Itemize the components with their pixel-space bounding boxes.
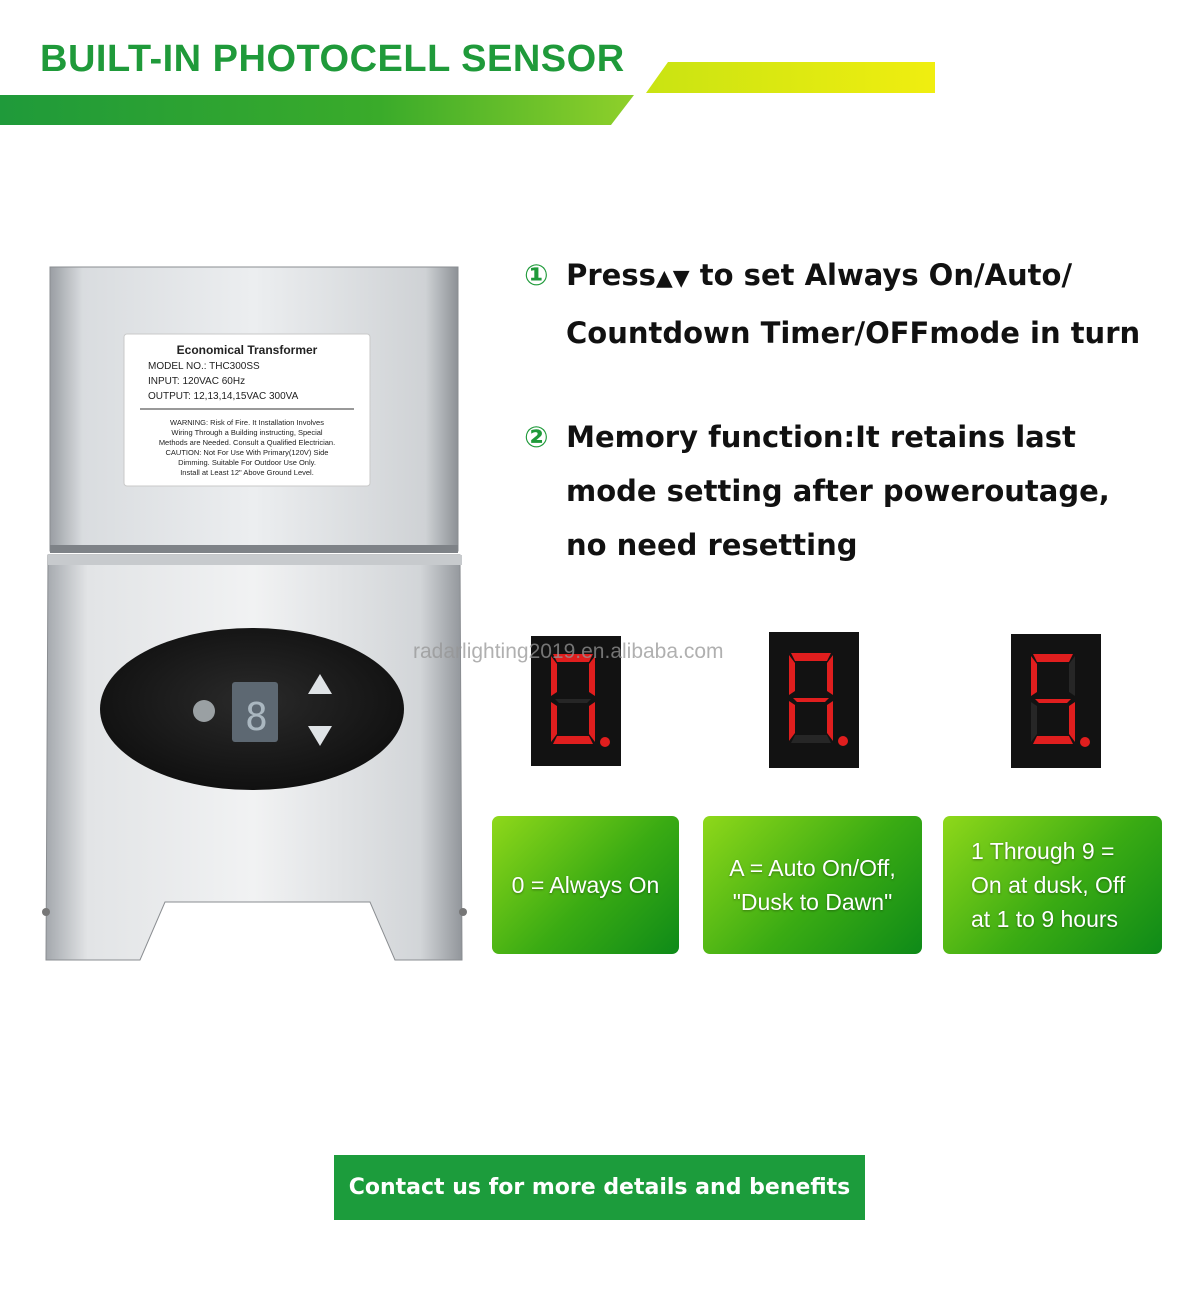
label-model: MODEL NO.: THC300SS — [148, 361, 260, 372]
segment-d — [553, 736, 593, 744]
mode-timer: 1 Through 9 = On at dusk, Off at 1 to 9 hours — [943, 816, 1162, 954]
decimal-point — [600, 737, 610, 747]
mode-auto: A = Auto On/Off, "Dusk to Dawn" — [703, 816, 922, 954]
label-title: Economical Transformer — [176, 343, 318, 357]
page-title: BUILT-IN PHOTOCELL SENSOR — [40, 38, 625, 80]
mode-always-on: 0 = Always On — [492, 816, 679, 954]
segment-e — [551, 702, 557, 742]
step-1: ① Press▲▼ to set Always On/Auto/ Countdown Timer/OFFmode in turn — [524, 248, 1140, 360]
segment-c — [1069, 702, 1075, 742]
contact-us-button[interactable]: Contact us for more details and benefits — [334, 1155, 865, 1220]
segment-b — [1069, 656, 1075, 696]
decimal-point — [1080, 737, 1090, 747]
segment-f — [1031, 656, 1037, 696]
up-down-arrows-icon: ▲▼ — [655, 266, 690, 291]
segment-d — [1033, 736, 1073, 744]
segment-g — [555, 699, 591, 703]
segment-e — [1031, 702, 1037, 742]
label-input: INPUT: 120VAC 60Hz — [148, 376, 246, 387]
green-header-bar — [0, 95, 634, 125]
segment-a — [1033, 654, 1073, 662]
segment-a — [791, 653, 831, 661]
segment-c — [589, 702, 595, 742]
label-output: OUTPUT: 12,13,14,15VAC 300VA — [148, 391, 299, 402]
step-2-number: ② — [524, 420, 549, 454]
watermark: radarlighting2019.en.alibaba.com — [413, 640, 724, 663]
digit-display-5 — [1011, 634, 1101, 768]
segment-d — [791, 735, 831, 743]
step-1-number: ① — [524, 258, 549, 292]
segment-e — [789, 701, 795, 741]
yellow-header-bar — [646, 62, 935, 93]
device-label — [124, 334, 370, 486]
step-2: ② Memory function:It retains last mode setting after poweroutage, no need resetting — [524, 410, 1110, 572]
segment-g — [1035, 699, 1071, 703]
decimal-point — [838, 736, 848, 746]
segment-c — [827, 701, 833, 741]
segment-b — [827, 655, 833, 695]
label-warning: WARNING: Risk of Fire. It Installation Involves Wiring Through a Building instructing, Special Methods are Needed. Consult a Qualified Electrician. CAUTION: Not For Use With Primary(120V) Side Dimming. Suitable For Outdoor Use Only. Install at Least 12" Above Ground Level. — [158, 418, 336, 477]
segment-g — [793, 698, 829, 702]
segment-f — [789, 655, 795, 695]
digit-display-a — [769, 632, 859, 768]
svg-text:8: 8 — [245, 695, 268, 739]
